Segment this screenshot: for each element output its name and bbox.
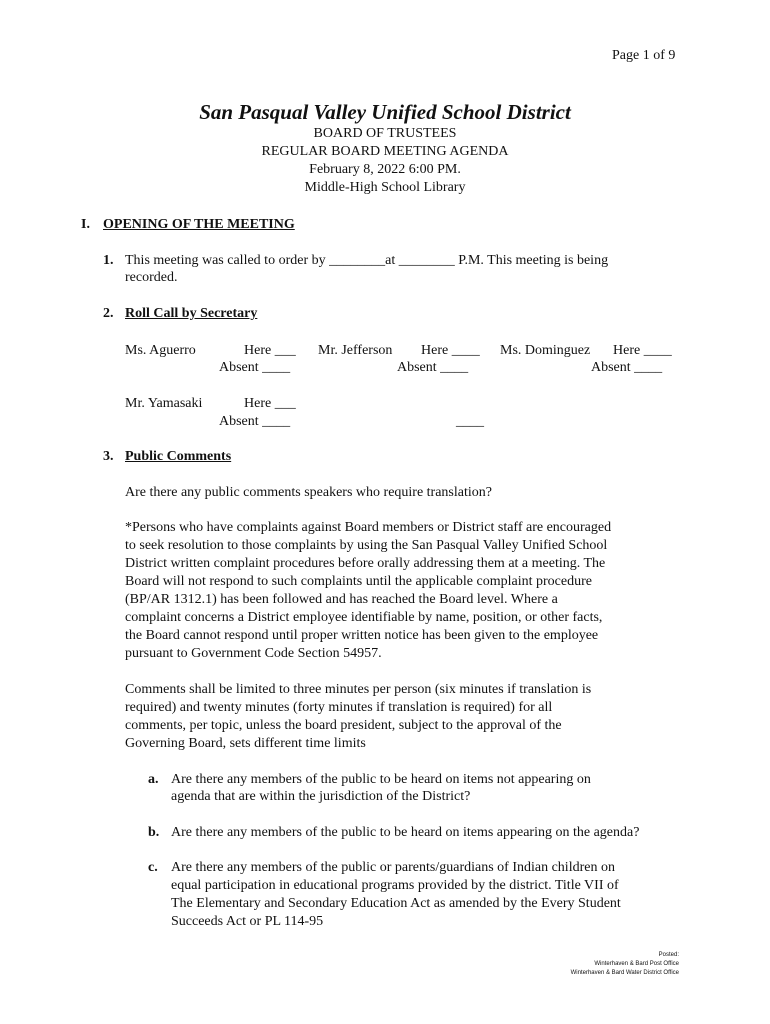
- paragraph-line: complaint concerns a District employee identifiable by name, position, or other facts,: [125, 610, 603, 625]
- roll-call-title: Roll Call by Secretary: [125, 306, 258, 321]
- subitem-line: Are there any members of the public to be heard on items not appearing on: [171, 772, 591, 787]
- footer-post-office: Winterhaven & Bard Post Office: [594, 961, 679, 967]
- roll-name: Mr. Jefferson: [318, 343, 393, 358]
- roll-here: Here ___: [244, 343, 296, 358]
- paragraph-line: Board will not respond to such complaints until the applicable complaint procedure: [125, 574, 592, 589]
- subitem-line: Are there any members of the public to be heard on items appearing on the agenda?: [171, 825, 640, 840]
- board-heading: BOARD OF TRUSTEES: [313, 126, 457, 141]
- section-title: OPENING OF THE MEETING: [103, 217, 295, 232]
- roll-here: Here ____: [421, 343, 480, 358]
- paragraph-line: the Board cannot respond until proper written notice has been given to the employee: [125, 628, 599, 643]
- roll-extra-blank: ____: [456, 414, 484, 429]
- meeting-date: February 8, 2022 6:00 PM.: [309, 162, 461, 177]
- roll-name: Ms. Dominguez: [500, 343, 591, 358]
- roll-absent: Absent ____: [219, 360, 291, 375]
- paragraph-line: required) and twenty minutes (forty minutes if translation is required) for all: [125, 700, 553, 715]
- item-number: 2.: [103, 306, 114, 321]
- translation-question: Are there any public comments speakers who require translation?: [125, 485, 492, 500]
- item-number: 1.: [103, 253, 114, 268]
- subitem-line: The Elementary and Secondary Education Act as amended by the Every Student: [171, 896, 621, 911]
- roll-here: Here ___: [244, 396, 296, 411]
- paragraph-line: (BP/AR 1312.1) has been followed and has reached the Board level. Where a: [125, 592, 558, 607]
- roll-absent: Absent ____: [591, 360, 663, 375]
- public-comments-title: Public Comments: [125, 449, 232, 464]
- paragraph-line: pursuant to Government Code Section 54957.: [125, 646, 382, 661]
- paragraph-line: Governing Board, sets different time limits: [125, 736, 366, 751]
- paragraph-line: Comments shall be limited to three minutes per person (six minutes if translation is: [125, 682, 592, 697]
- section-number: I.: [81, 217, 90, 232]
- roll-name: Mr. Yamasaki: [125, 396, 203, 411]
- subitem-line: Succeeds Act or PL 114-95: [171, 914, 324, 929]
- footer-posted: Posted:: [658, 952, 679, 958]
- subitem-letter: a.: [148, 772, 159, 787]
- roll-here: Here ____: [613, 343, 672, 358]
- subitem-letter: c.: [148, 860, 158, 875]
- subitem-letter: b.: [148, 825, 160, 840]
- subitem-line: agenda that are within the jurisdiction of the District?: [171, 789, 471, 804]
- district-title: San Pasqual Valley Unified School District: [199, 100, 571, 124]
- footer-water-district: Winterhaven & Bard Water District Office: [570, 970, 679, 976]
- subitem-line: equal participation in educational programs provided by the district. Title VII of: [171, 878, 619, 893]
- item-number: 3.: [103, 449, 114, 464]
- paragraph-line: District written complaint procedures before orally addressing them at a meeting. The: [125, 556, 606, 571]
- call-to-order-line: recorded.: [125, 270, 178, 285]
- roll-name: Ms. Aguerro: [125, 343, 196, 358]
- agenda-heading: REGULAR BOARD MEETING AGENDA: [261, 144, 509, 159]
- page-number: Page 1 of 9: [612, 48, 676, 63]
- meeting-location: Middle-High School Library: [304, 180, 466, 195]
- roll-absent: Absent ____: [219, 414, 291, 429]
- time-limit-paragraph: [125, 681, 665, 753]
- paragraph-line: to seek resolution to those complaints by using the San Pasqual Valley Unified School: [125, 538, 608, 553]
- subitem-line: Are there any members of the public or parents/guardians of Indian children on: [171, 860, 615, 875]
- paragraph-line: *Persons who have complaints against Board members or District staff are encouraged: [125, 520, 612, 535]
- roll-absent: Absent ____: [397, 360, 469, 375]
- complaint-paragraph: [125, 519, 665, 663]
- paragraph-line: comments, per topic, unless the board president, subject to the approval of the: [125, 718, 562, 733]
- call-to-order-line: This meeting was called to order by ________at ________ P.M. This meeting is being: [125, 253, 609, 268]
